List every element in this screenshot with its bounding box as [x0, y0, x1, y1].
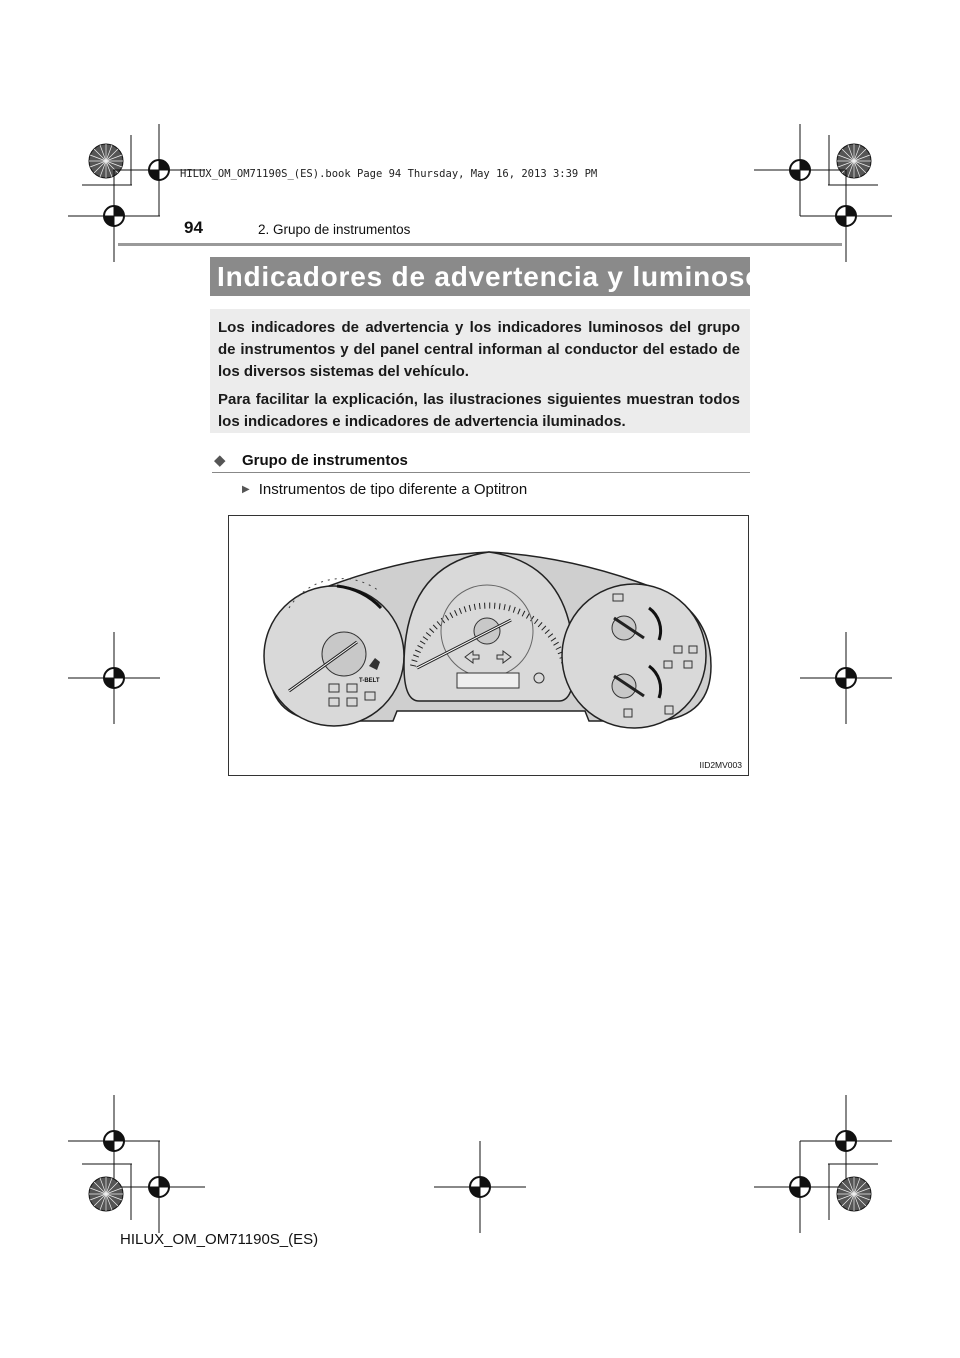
fuel-temperature-gauge — [562, 584, 706, 728]
intro-paragraph-2: Para facilitar la explicación, las ilustraciones siguientes muestran todos los indicadores e indicadores de advertencia iluminados. — [218, 391, 740, 430]
instrument-cluster-figure — [228, 515, 749, 776]
intro-paragraph-1: Los indicadores de advertencia y los indicadores luminosos del grupo de instrumentos y del panel central informan al conductor del estado de los diversos sistemas del vehículo. — [218, 319, 740, 380]
subsection-heading — [212, 451, 750, 473]
sub-item-text: Instrumentos de tipo diferente a Optitron — [258, 481, 528, 498]
subsection-heading-text: Grupo de instrumentos — [242, 452, 408, 469]
footer-doc-id: HILUX_OM_OM71190S_(ES) — [120, 1231, 319, 1248]
diamond-bullet-icon: ◆ — [214, 452, 226, 469]
figure-code: IID2MV003 — [699, 760, 742, 770]
print-file-info: HILUX_OM_OM71190S_(ES).book Page 94 Thursday, May 16, 2013 3:39 PM — [180, 168, 598, 180]
chapter-title: 2. Grupo de instrumentos — [258, 222, 411, 237]
header-rule — [118, 243, 842, 246]
intro-box — [210, 309, 750, 433]
tbelt-label: T-BELT — [359, 678, 380, 684]
page-number: 94 — [184, 218, 203, 237]
sub-item — [242, 481, 527, 498]
instrument-cluster-illustration — [229, 516, 748, 775]
triangle-bullet-icon: ▶ — [242, 484, 250, 495]
section-title: Indicadores de advertencia y luminosos — [210, 257, 750, 296]
